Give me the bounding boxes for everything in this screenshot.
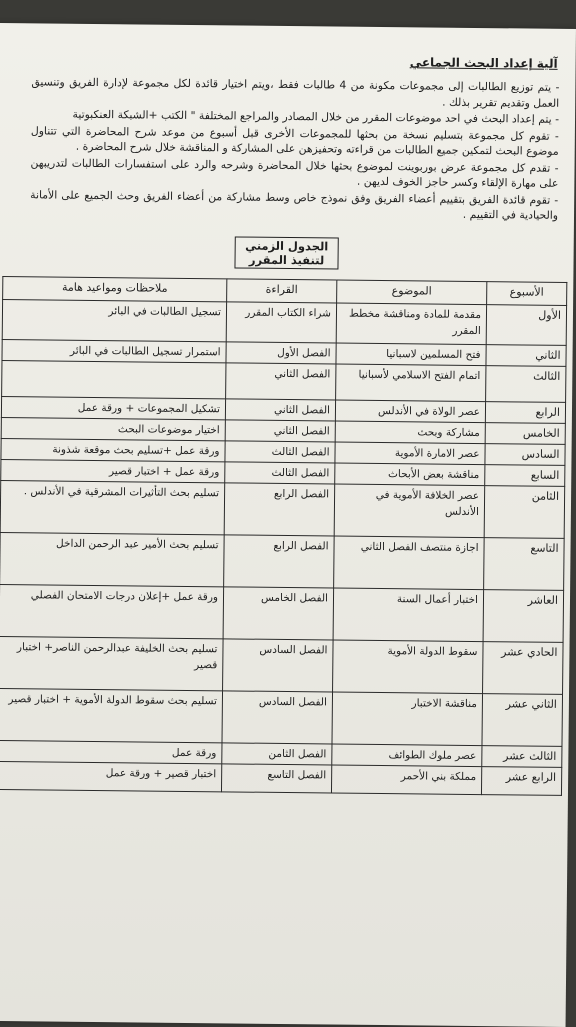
week-cell: الخامس xyxy=(485,422,565,444)
week-cell: الرابع عشر xyxy=(481,766,561,795)
table-row xyxy=(2,360,566,402)
reading-cell: الفصل الثاني xyxy=(225,398,335,420)
notes-cell: تشكيل المجموعات + ورقة عمل xyxy=(1,396,225,419)
reading-cell: شراء الكتاب المقرر xyxy=(226,301,336,342)
reading-cell: الفصل الثامن xyxy=(222,742,332,764)
reading-cell: الفصل الثاني xyxy=(225,419,335,441)
reading-cell: الفصل التاسع xyxy=(221,763,331,792)
table-row xyxy=(2,299,566,345)
week-cell: العاشر xyxy=(483,589,564,642)
document-page xyxy=(0,23,576,1027)
week-cell: السادس xyxy=(485,443,565,465)
topic-cell: مناقشة بعض الأبحاث xyxy=(335,463,485,486)
instructions-list xyxy=(12,74,565,223)
topic-cell: عصر ملوك الطوائف xyxy=(332,744,482,767)
reading-cell: الفصل الخامس xyxy=(223,586,334,639)
notes-cell: اختيار موضوعات البحث xyxy=(1,417,225,440)
document-body xyxy=(6,47,566,795)
notes-cell: تسليم بحث سقوط الدولة الأموية + اختبار قصير xyxy=(0,688,223,742)
topic-cell: مشاركة وبحث xyxy=(335,421,485,444)
week-cell: الأول xyxy=(486,304,566,345)
instruction-paragraph: - يتم إعداد البحث في احد موضوعات المقرر من خلال المصادر والمراجع المختلفة " الكتب +الشبكة العنكبوتية xyxy=(31,106,559,127)
table-row xyxy=(0,761,562,795)
reading-cell: الفصل الثالث xyxy=(225,461,335,483)
notes-cell xyxy=(2,360,226,398)
table-body xyxy=(0,299,567,795)
notes-cell: تسليم بحث الأمير عبد الرحمن الداخل xyxy=(0,532,224,586)
notes-cell: استمرار تسجيل الطالبات في البائر xyxy=(2,339,226,362)
reading-cell: الفصل السادس xyxy=(223,638,334,691)
notes-cell: ورقة عمل xyxy=(0,740,222,763)
topic-cell: عصر الخلافة الأموية في الأندلس xyxy=(334,484,485,538)
week-cell: الثامن xyxy=(484,485,565,538)
topic-cell: اختبار أعمال السنة xyxy=(333,588,484,642)
week-cell: الحادي عشر xyxy=(483,641,564,694)
table-row xyxy=(0,636,563,694)
header-notes: ملاحظات ومواعيد هامة xyxy=(3,276,227,301)
week-cell: التاسع xyxy=(484,537,565,590)
header-week: الأسبوع xyxy=(487,281,567,305)
reading-cell: الفصل الثاني xyxy=(226,362,336,399)
notes-cell: تسليم بحث الخليفة عبدالرحمن الناصر+ اختبار قصير xyxy=(0,636,223,690)
table-row xyxy=(0,584,564,642)
topic-cell: مناقشة الاختبار xyxy=(332,692,483,746)
section-title: آلية إعداد البحث الجماعي xyxy=(409,55,558,71)
instruction-paragraph: - تقوم قائدة الفريق بتقييم أعضاء الفريق وفق نموذج خاص وسط مشاركة من أعضاء الفريق وحث الجميع على الأمانة والحيادية في التقييم . xyxy=(30,187,558,224)
reading-cell: الفصل الثالث xyxy=(225,440,335,462)
table-row xyxy=(0,480,565,538)
reading-cell: الفصل الرابع xyxy=(224,482,335,535)
instruction-paragraph: - تقوم كل مجموعة بتسليم نسخة من بحثها للمجموعات الأخرى قبل أسبوع من موعد شرح المحاضرة التي تتناول موضوع البحث لتمكين جميع الطالبات من قراءته وتحفيزهن على المشاركة و المناقشة خلال شرح المحاضرة . xyxy=(31,123,559,160)
schedule-table xyxy=(0,276,567,796)
header-reading: القراءة xyxy=(227,278,337,302)
reading-cell: الفصل الأول xyxy=(226,341,336,363)
notes-cell: ورقة عمل + اختبار قصير xyxy=(1,459,225,482)
topic-cell: مملكة بني الأحمر xyxy=(331,764,481,794)
table-title: الجدول الزمني لتنفيذ المقرر xyxy=(234,236,338,269)
topic-cell: مقدمة للمادة ومناقشة مخطط المقرر xyxy=(336,303,486,345)
notes-cell: تسجيل الطالبات في البائر xyxy=(2,299,226,341)
table-row xyxy=(0,532,564,590)
instruction-paragraph: - يتم توزيع الطالبات إلى مجموعات مكونة من 4 طالبات فقط ،ويتم اختيار قائدة لكل مجموعة لإدارة الفريق وتنسيق العمل وتقديم تقرير بذلك . xyxy=(31,74,559,111)
notes-cell: تسليم بحث التأثيرات المشرقية في الأندلس . xyxy=(0,480,225,534)
topic-cell: اجازة منتصف الفصل الثاني xyxy=(334,536,485,590)
header-topic: الموضوع xyxy=(337,280,487,305)
table-row xyxy=(0,688,563,746)
week-cell: الثالث عشر xyxy=(482,745,562,767)
reading-cell: الفصل الرابع xyxy=(224,534,335,587)
notes-cell: ورقة عمل +إعلان درجات الامتحان الفصلي xyxy=(0,584,224,638)
week-cell: الثاني xyxy=(486,344,566,366)
topic-cell: فتح المسلمين لاسبانيا xyxy=(336,343,486,366)
notes-cell: ورقة عمل +تسليم بحث موقعة شذونة xyxy=(1,438,225,461)
reading-cell: الفصل السادس xyxy=(222,690,333,743)
topic-cell: عصر الولاة في الأندلس xyxy=(335,400,485,423)
topic-cell: عصر الامارة الأموية xyxy=(335,442,485,465)
instruction-paragraph: - تقدم كل مجموعة عرض بوربوينت لموضوع بحثها خلال المحاضرة وشرحه والرد على استفسارات الطالبات لتدريبهن على مهارة الإلقاء وكسر حاجز الخوف لديهن . xyxy=(30,155,558,192)
topic-cell: سقوط الدولة الأموية xyxy=(333,640,484,694)
week-cell: الثاني عشر xyxy=(482,693,563,746)
week-cell: الثالث xyxy=(486,365,566,402)
week-cell: السابع xyxy=(485,464,565,486)
topic-cell: اتمام الفتح الاسلامي لأسبانيا xyxy=(336,364,486,402)
notes-cell: اختبار قصير + ورقة عمل xyxy=(0,761,222,791)
week-cell: الرابع xyxy=(485,401,565,423)
